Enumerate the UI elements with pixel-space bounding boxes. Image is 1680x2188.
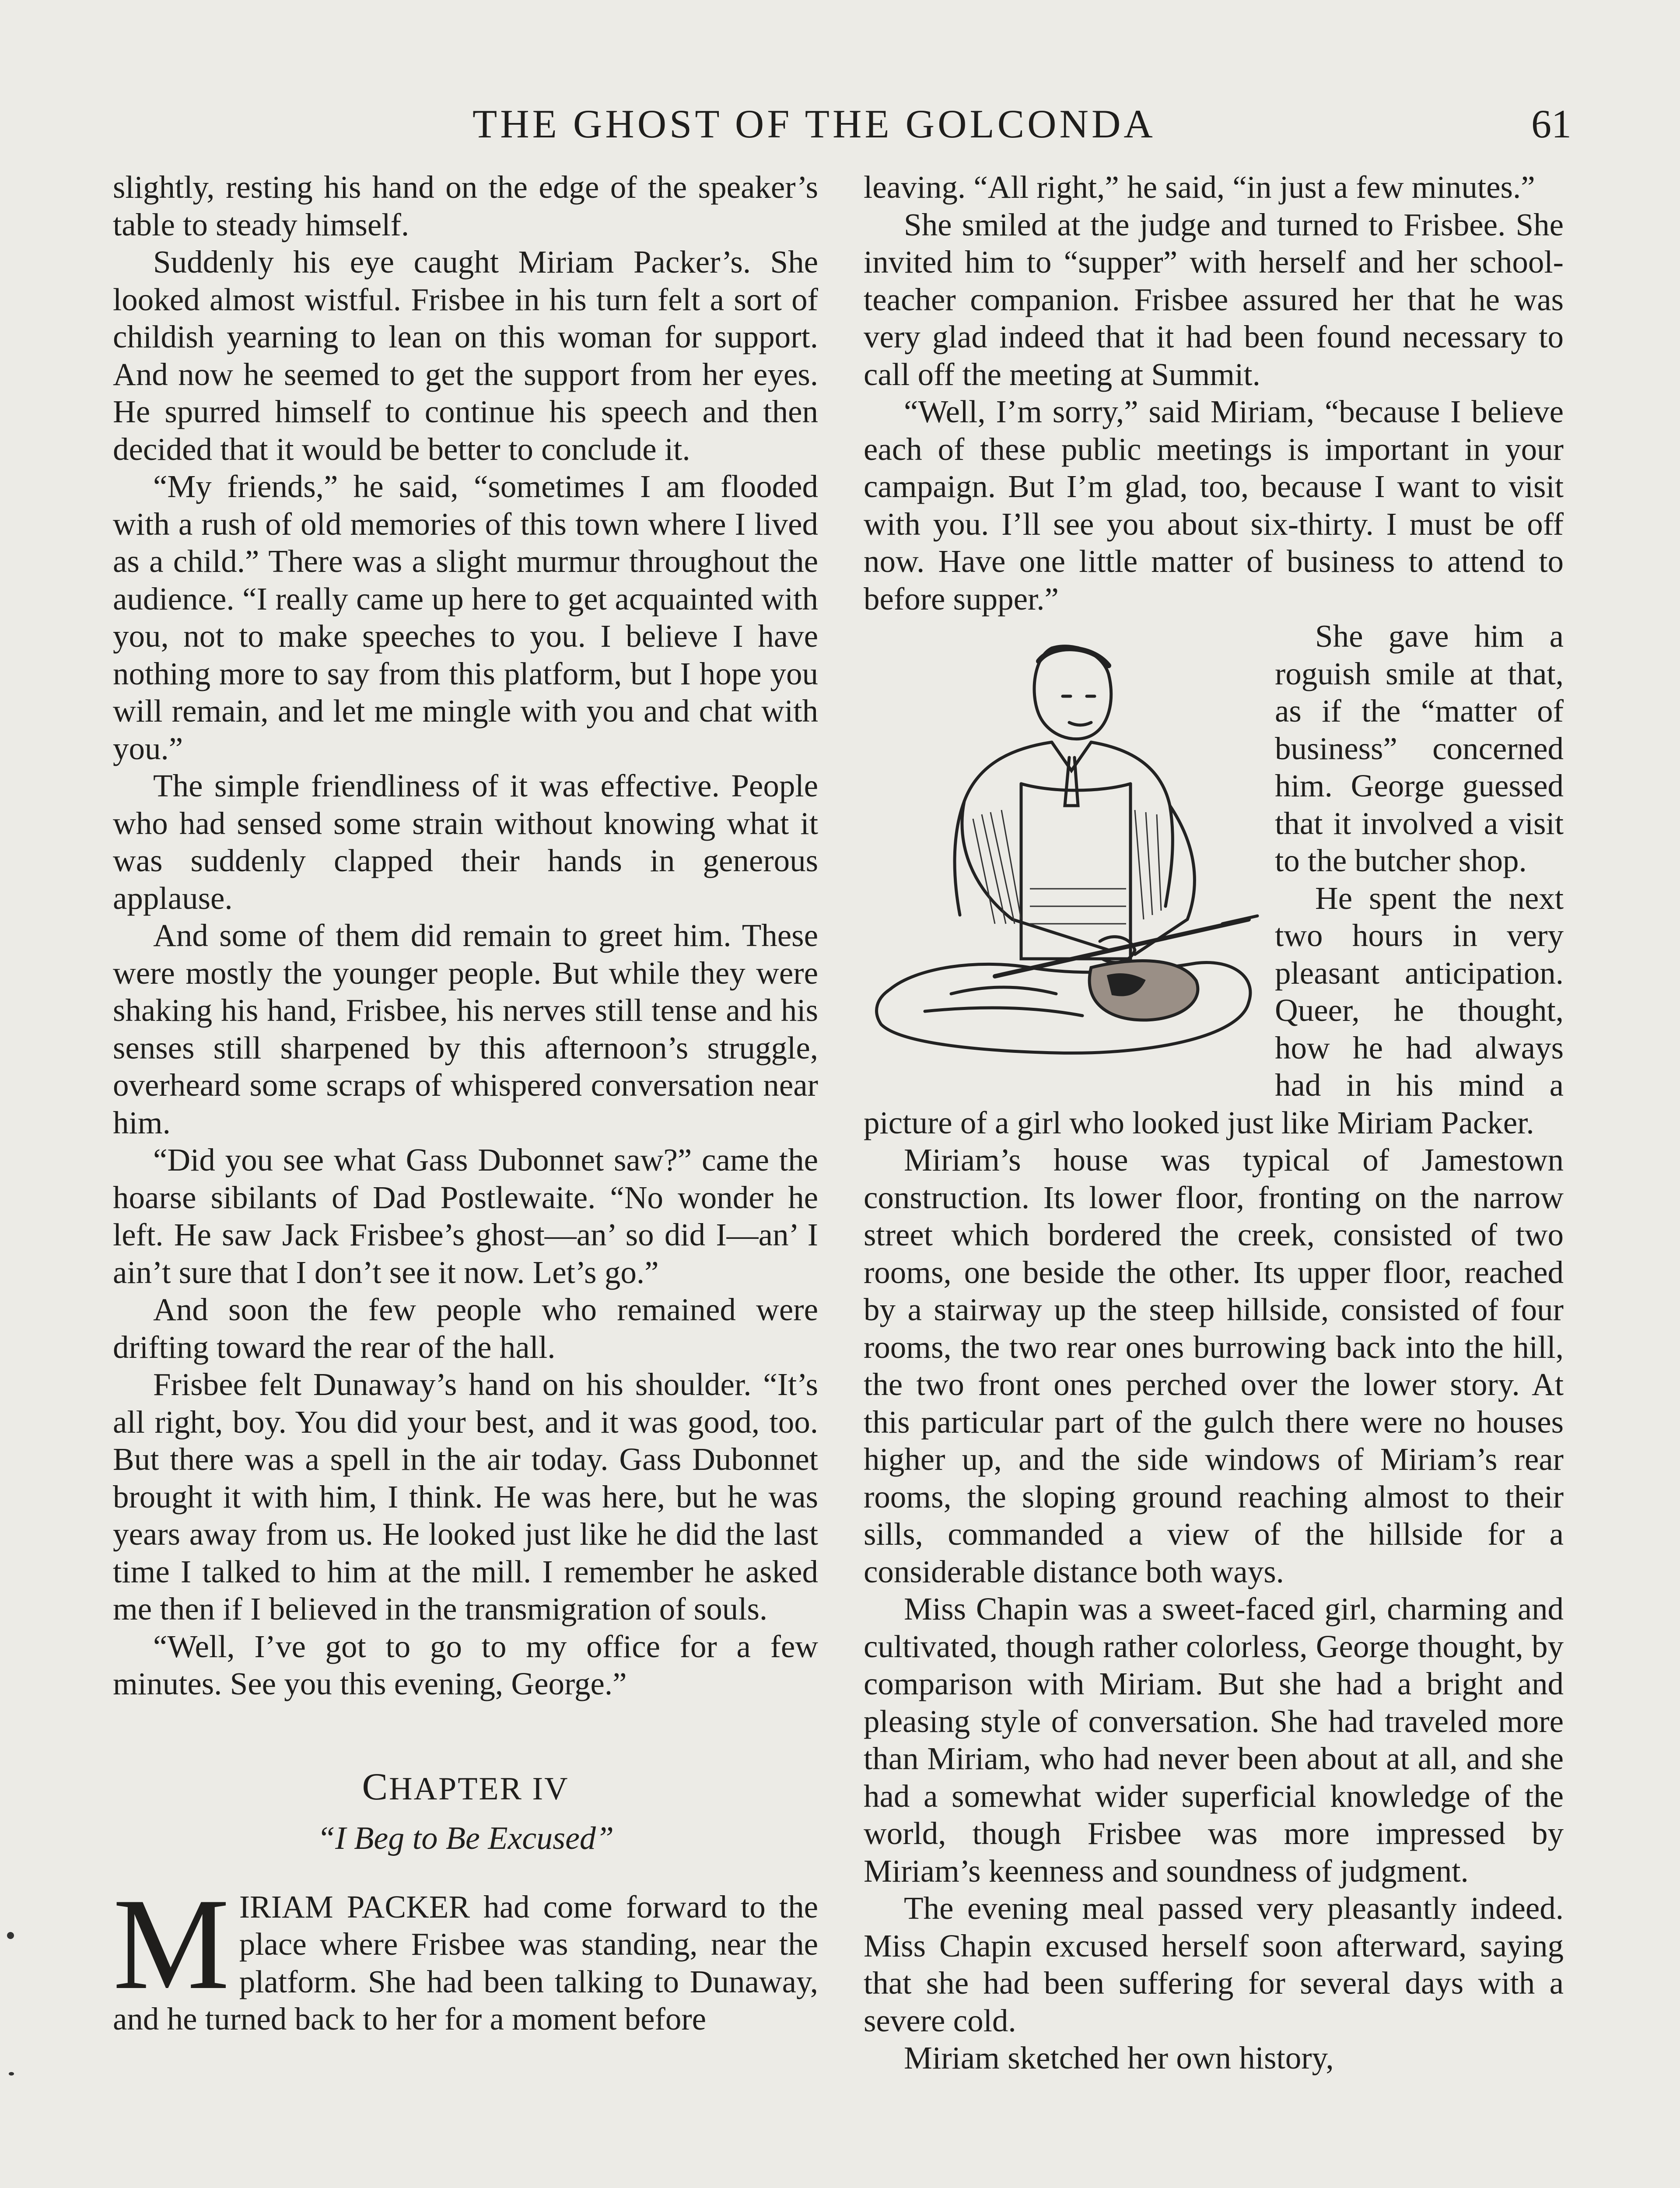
paragraph: She gave him a roguish smile at that, as if the “matter of business” concerned him. George guessed that it involved a visit to the butcher shop. (1275, 618, 1564, 878)
chapter-heading-rest: HAPTER IV (389, 1771, 569, 1807)
paragraph: Suddenly his eye caught Miriam Packer’s. She looked almost wistful. Frisbee in his turn felt a sort of childish yearning to lean on this woman for support. And now he seemed to get the support from her eyes. He spurred himself to continue his speech and then decided that it would be better to conclude it. (113, 244, 818, 467)
paragraph: The simple friendliness of it was effective. People who had sensed some strain without knowing what it was suddenly clapped their hands in generous applause. (113, 768, 818, 916)
chapter-heading-initial: C (362, 1765, 389, 1808)
paragraph: “Well, I’ve got to go to my office for a few minutes. See you this evening, George.” (113, 1628, 818, 1701)
chapter-subtitle: “I Beg to Be Excused” (317, 1820, 614, 1856)
paragraph: She smiled at the judge and turned to Frisbee. She invited him to “supper” with herself and her school-teacher companion. Frisbee assured her that he was very glad indeed that it had been found necessary to call off the meeting at Summit. (864, 207, 1564, 392)
paragraph: Miriam sketched her own history, (904, 2040, 1334, 2076)
paragraph: “Did you see what Gass Dubonnet saw?” came the hoarse sibilants of Dad Postlewaite. “No wonder he left. He saw Jack Frisbee’s ghost—an’ so did I—an’ I ain’t sure that I don’t see it now. Let’s go.” (113, 1142, 818, 1290)
running-title: THE GHOST OF THE GOLCONDA (472, 102, 1156, 146)
paragraph: slightly, resting his hand on the edge of the speaker’s table to steady himself. (113, 169, 818, 242)
margin-dot (7, 1932, 14, 1939)
paragraph: leaving. “All right,” he said, “in just a few minutes.” (864, 169, 1535, 205)
paragraph: And soon the few people who remained were drifting toward the rear of the hall. (113, 1292, 818, 1365)
right-column (864, 168, 1564, 2077)
paragraph: He spent the next two hours in very pleasant anticipation. Queer, he thought, how he had always had in his mind a picture of a girl who looked just like Miriam Packer. (864, 880, 1564, 1140)
paragraph: And some of them did remain to greet him. These were mostly the younger people. But while they were shaking his hand, Frisbee, his nerves still tense and his senses still sharpened by this afternoon’s struggle, overheard some scraps of whispered conversation near him. (113, 918, 818, 1140)
left-column (113, 168, 818, 2038)
paragraph: Miss Chapin was a sweet-faced girl, charming and cultivated, though rather colorless, George thought, by comparison with Miriam. But she had a bright and pleasing style of conversation. She had traveled more than Miriam, who had never been about at all, and she had a somewhat wider superficial knowledge of the world, though Frisbee was more impressed by Miriam’s keenness and soundness of judgment. (864, 1591, 1564, 1889)
paragraph: Frisbee felt Dunaway’s hand on his shoulder. “It’s all right, boy. You did your best, and it was good, too. But there was a spell in the air today. Gass Dubonnet brought it with him, I think. He was here, but he was years away from us. He looked just like he did the last time I talked to him at the mill. I remember he asked me then if I believed in the transmigration of souls. (113, 1367, 818, 1627)
butcher-drawing (864, 617, 1266, 1068)
chapter-opening-text: IRIAM PACKER had come forward to the place where Frisbee was standing, near the platform. She had been talking to Dunaway, and he turned back to her for a moment before (113, 1889, 818, 2037)
paragraph: “My friends,” he said, “sometimes I am flooded with a rush of old memories of this town where I lived as a child.” There was a slight murmur throughout the audience. “I really came up here to get acquainted with you, not to make speeches to you. I believe I have nothing more to say from this platform, but I hope you will remain, and let me mingle with you and chat with you.” (113, 469, 818, 766)
paragraph: “Well, I’m sorry,” said Miriam, “because I believe each of these public meetings is important in your campaign. But I’m glad, too, because I want to visit with you. I’ll see you about six-thirty. I must be off now. Have one little matter of business to attend to before supper.” (864, 394, 1564, 617)
butcher-illustration (864, 617, 1266, 1068)
paragraph: Miriam’s house was typical of Jamestown construction. Its lower floor, fronting on the narrow street which bordered the creek, consisted of two rooms, one beside the other. Its upper floor, reached by a stairway up the steep hillside, consisted of four rooms, the two rear ones burrowing back into the hill, the two front ones perched over the lower story. At this particular part of the gulch there were no houses higher up, and the side windows of Miriam’s rear rooms, the sloping ground reaching almost to their sills, commanded a view of the hillside for a considerable distance both ways. (864, 1142, 1564, 1589)
drop-cap: M (113, 1871, 230, 2016)
paragraph: The evening meal passed very pleasantly indeed. Miss Chapin excused herself soon afterward, saying that she had been suffering for several days with a severe cold. (864, 1890, 1564, 2038)
page-header (0, 83, 1680, 166)
page-number: 61 (1531, 102, 1572, 146)
margin-dot (9, 2072, 14, 2076)
chapter-heading (113, 1765, 818, 1808)
chapter-opening-paragraph (113, 1871, 818, 2038)
